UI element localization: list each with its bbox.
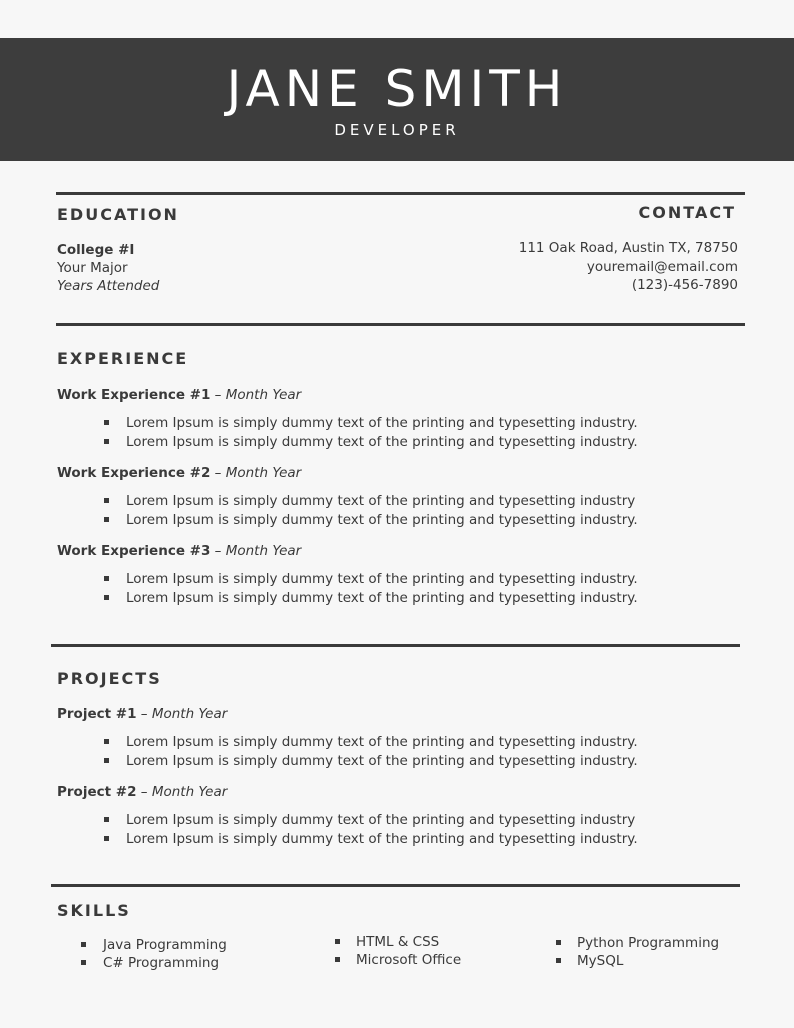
project-date: – Month Year	[136, 784, 228, 800]
bullet-icon	[104, 817, 109, 822]
header-banner	[0, 38, 794, 161]
experience-date: – Month Year	[210, 543, 302, 559]
experience-role: Work Experience #2	[57, 465, 211, 481]
bullet-icon	[104, 576, 109, 581]
bullet-icon	[81, 942, 86, 947]
experience-heading: EXPERIENCE	[57, 349, 189, 368]
skill-item: Microsoft Office	[356, 952, 462, 968]
project-bullet: Lorem Ipsum is simply dummy text of the printing and typesetting industry.	[126, 831, 638, 847]
bullet-icon	[335, 957, 340, 962]
bullet-icon	[104, 836, 109, 841]
skill-item: MySQL	[577, 953, 624, 969]
project-bullet: Lorem Ipsum is simply dummy text of the printing and typesetting industry.	[126, 753, 638, 769]
contact-phone: (123)-456-7890	[631, 277, 738, 293]
project-item-title	[57, 783, 227, 801]
skill-item: Python Programming	[577, 935, 720, 951]
experience-date: – Month Year	[210, 465, 302, 481]
candidate-title: DEVELOPER	[334, 121, 460, 139]
contact-heading: CONTACT	[638, 203, 736, 222]
experience-bullet: Lorem Ipsum is simply dummy text of the printing and typesetting industry.	[126, 571, 638, 587]
education-school: College #I	[57, 242, 135, 258]
bullet-icon	[104, 739, 109, 744]
experience-bullet: Lorem Ipsum is simply dummy text of the printing and typesetting industry.	[126, 434, 638, 450]
candidate-name: JANE SMITH	[226, 60, 568, 118]
bullet-icon	[104, 517, 109, 522]
section-divider	[51, 884, 740, 887]
experience-item-title	[57, 542, 301, 560]
contact-email[interactable]: youremail@email.com	[586, 259, 738, 275]
bullet-icon	[556, 958, 561, 963]
project-bullet: Lorem Ipsum is simply dummy text of the printing and typesetting industry	[126, 812, 636, 828]
skill-item: C# Programming	[103, 955, 220, 971]
bullet-icon	[81, 960, 86, 965]
skill-item: HTML & CSS	[356, 934, 440, 950]
section-divider	[51, 644, 740, 647]
section-divider	[56, 192, 745, 195]
experience-role: Work Experience #1	[57, 387, 211, 403]
experience-bullet: Lorem Ipsum is simply dummy text of the printing and typesetting industry.	[126, 512, 638, 528]
experience-role: Work Experience #3	[57, 543, 211, 559]
bullet-icon	[104, 439, 109, 444]
experience-bullet: Lorem Ipsum is simply dummy text of the printing and typesetting industry.	[126, 415, 638, 431]
bullet-icon	[104, 420, 109, 425]
experience-bullet: Lorem Ipsum is simply dummy text of the printing and typesetting industry	[126, 493, 636, 509]
projects-heading: PROJECTS	[57, 669, 162, 688]
experience-date: – Month Year	[210, 387, 302, 403]
bullet-icon	[556, 940, 561, 945]
contact-address: 111 Oak Road, Austin TX, 78750	[518, 240, 738, 256]
bullet-icon	[335, 939, 340, 944]
project-name: Project #1	[57, 706, 137, 722]
project-date: – Month Year	[136, 706, 228, 722]
education-major: Your Major	[57, 260, 128, 276]
bullet-icon	[104, 595, 109, 600]
project-bullet: Lorem Ipsum is simply dummy text of the printing and typesetting industry.	[126, 734, 638, 750]
section-divider	[56, 323, 745, 326]
skill-item: Java Programming	[103, 937, 227, 953]
project-name: Project #2	[57, 784, 137, 800]
skills-heading: SKILLS	[57, 901, 131, 920]
bullet-icon	[104, 758, 109, 763]
education-heading: EDUCATION	[57, 205, 179, 224]
experience-bullet: Lorem Ipsum is simply dummy text of the printing and typesetting industry.	[126, 590, 638, 606]
project-item-title	[57, 705, 227, 723]
experience-item-title	[57, 464, 301, 482]
education-years: Years Attended	[57, 278, 160, 294]
bullet-icon	[104, 498, 109, 503]
experience-item-title	[57, 386, 301, 404]
